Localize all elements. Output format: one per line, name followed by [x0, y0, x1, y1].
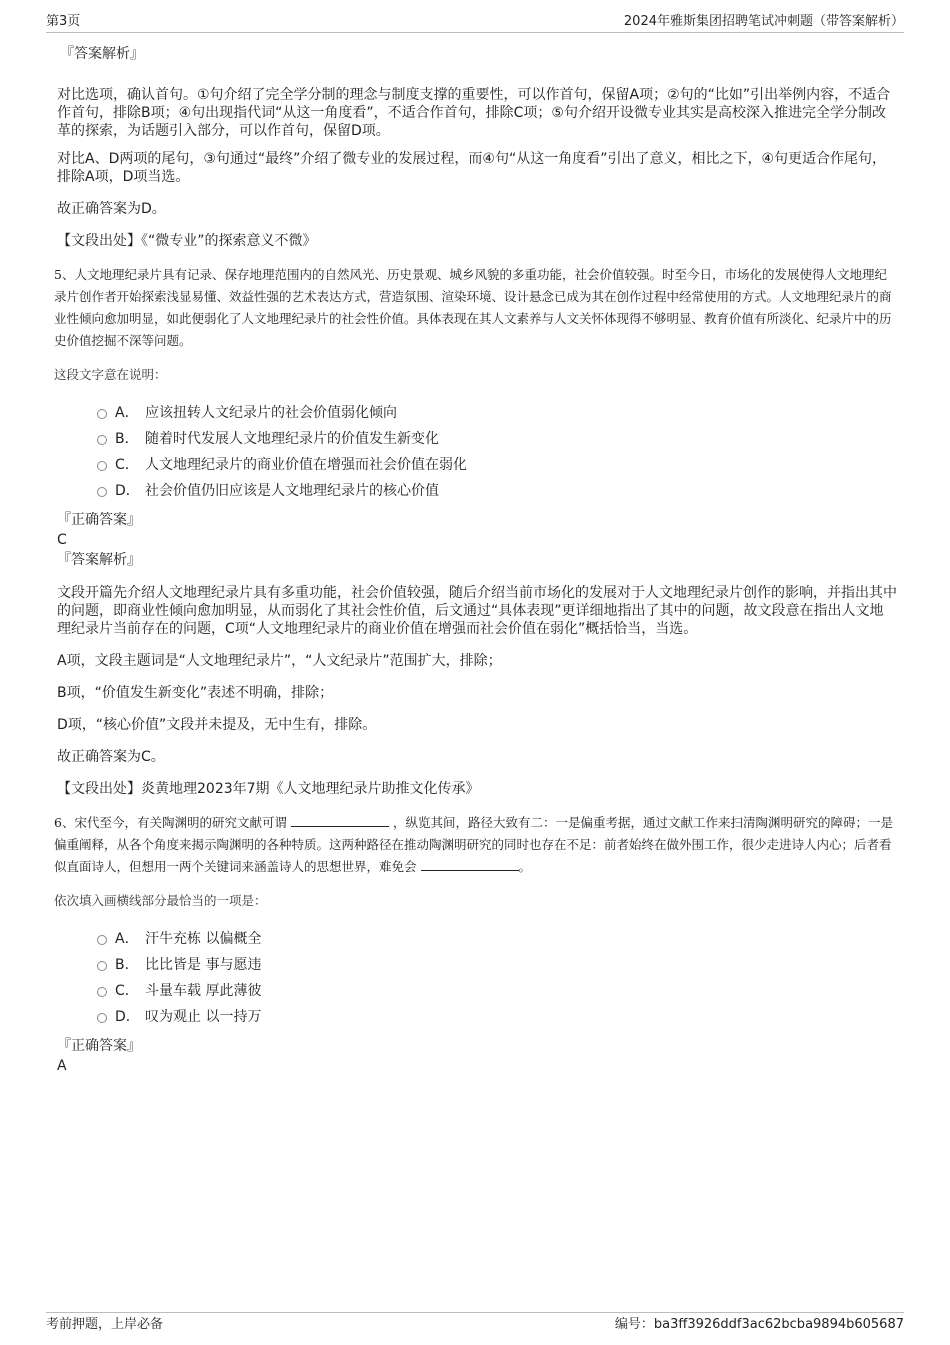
- option-d[interactable]: D． 社会价值仍旧应该是人文地理纪录片的核心价值: [97, 478, 897, 504]
- radio-icon[interactable]: [97, 461, 107, 471]
- radio-icon[interactable]: [97, 1013, 107, 1023]
- option-list: [57, 400, 897, 504]
- question-stem: 6、宋代至今，有关陶渊明的研究文献可谓 ，纵览其间，路径大致有二：一是偏重考据，通过文献工作来扫清陶渊明研究的障碍；一是偏重阐释，从各个角度来揭示陶渊明的各种特质。这两种路径在推动陶渊明研究的同时也存在不足：前者始终在做外围工作，很少走进诗人内心；后者看似直面诗人，但想用一两个关键词来涵盖诗人的思想世界，难免会 。: [54, 815, 893, 874]
- radio-icon[interactable]: [97, 487, 107, 497]
- page-header: [46, 12, 904, 33]
- analysis-paragraph: A项，文段主题词是“人文地理纪录片”，“人文纪录片”范围扩大，排除；: [57, 653, 502, 669]
- document-id: 编号：ba3ff3926ddf3ac62bcba9894b605687: [614, 1317, 904, 1332]
- analysis-paragraph: 文段开篇先介绍人文地理纪录片具有多重功能，社会价值较强，随后介绍当前市场化的发展对于人文地理纪录片创作的影响，并指出其中的问题，即商业性倾向愈加明显，从而弱化了其社会性价值，后文通过“具体表现”更详细地指出了其中的问题，故文段意在指出人文地理纪录片当前存在的问题，C项“人文地理纪录片的商业价值在增强而社会价值在弱化”概括恰当，当选。: [57, 585, 897, 637]
- option-b[interactable]: B． 比比皆是 事与愿违: [97, 952, 897, 978]
- radio-icon[interactable]: [97, 987, 107, 997]
- correct-answer: C: [57, 532, 67, 548]
- option-b[interactable]: B． 随着时代发展人文地理纪录片的价值发生新变化: [97, 426, 897, 452]
- radio-icon[interactable]: [97, 435, 107, 445]
- page-number: 第3页: [46, 14, 81, 29]
- analysis-paragraph: 对比A、D两项的尾句，③句通过“最终”介绍了微专业的发展过程，而④句“从这一角度看”引出了意义，相比之下，④句更适合作尾句，排除A项，D项当选。: [57, 151, 887, 185]
- option-a[interactable]: A． 汗牛充栋 以偏概全: [97, 926, 897, 952]
- option-c[interactable]: C． 斗量车载 厚此薄彼: [97, 978, 897, 1004]
- footer-slogan: 考前押题，上岸必备: [46, 1317, 164, 1332]
- analysis-paragraph: 对比选项，确认首句。①句介绍了完全学分制的理念与制度支撑的重要性，可以作首句，保留A项；②句的“比如”引出举例内容，不适合作首句，排除B项；④句出现指代词“从这一角度看”，不适合作首句，排除C项；⑤句介绍开设微专业其实是高校深入推进完全学分制改革的探索，为话题引入部分，可以作首句，保留D项。: [57, 87, 891, 139]
- option-list: [57, 926, 897, 1030]
- option-a[interactable]: A． 应该扭转人文纪录片的社会价值弱化倾向: [97, 400, 897, 426]
- question-prompt: 依次填入画横线部分最恰当的一项是：: [54, 893, 267, 908]
- analysis-paragraph: B项，“价值发生新变化”表述不明确，排除；: [57, 685, 334, 701]
- analysis-paragraph: D项，“核心价值”文段并未提及，无中生有，排除。: [57, 717, 377, 733]
- radio-icon[interactable]: [97, 961, 107, 971]
- source-citation: 【文段出处】炎黄地理2023年7期《人文地理纪录片助推文化传承》: [57, 781, 480, 797]
- question-prompt: 这段文字意在说明：: [54, 367, 167, 382]
- document-title: 2024年雅斯集团招聘笔试冲刺题（带答案解析）: [623, 14, 904, 29]
- analysis-label: 『答案解析』: [60, 46, 144, 62]
- answer-label: 『正确答案』: [57, 1038, 141, 1054]
- fill-blank: [421, 858, 519, 871]
- answer-label: 『正确答案』: [57, 512, 141, 528]
- question-stem: 5、人文地理纪录片具有记录、保存地理范围内的自然风光、历史景观、城乡风貌的多重功能，社会价值较强。时至今日，市场化的发展使得人文地理纪录片创作者开始探索浅显易懂、效益性强的艺术表达方式，营造氛围、渲染环境、设计悬念已成为其在创作过程中经常使用的方式。人文地理纪录片的商业性倾向愈加明显，如此便弱化了人文地理纪录片的社会性价值。具体表现在其人文素养与人文关怀体现得不够明显、教育价值有所淡化、纪录片中的历史价值挖掘不深等问题。: [54, 267, 892, 348]
- analysis-conclusion: 故正确答案为C。: [57, 749, 165, 765]
- analysis-conclusion: 故正确答案为D。: [57, 201, 166, 217]
- fill-blank: [291, 814, 389, 827]
- page-content: [54, 44, 897, 1076]
- radio-icon[interactable]: [97, 409, 107, 419]
- option-c[interactable]: C． 人文地理纪录片的商业价值在增强而社会价值在弱化: [97, 452, 897, 478]
- correct-answer: A: [57, 1058, 67, 1074]
- radio-icon[interactable]: [97, 935, 107, 945]
- source-citation: 【文段出处】《“微专业”的探索意义不微》: [57, 233, 317, 249]
- analysis-label: 『答案解析』: [57, 552, 141, 568]
- page-footer: [46, 1312, 904, 1333]
- option-d[interactable]: D． 叹为观止 以一持万: [97, 1004, 897, 1030]
